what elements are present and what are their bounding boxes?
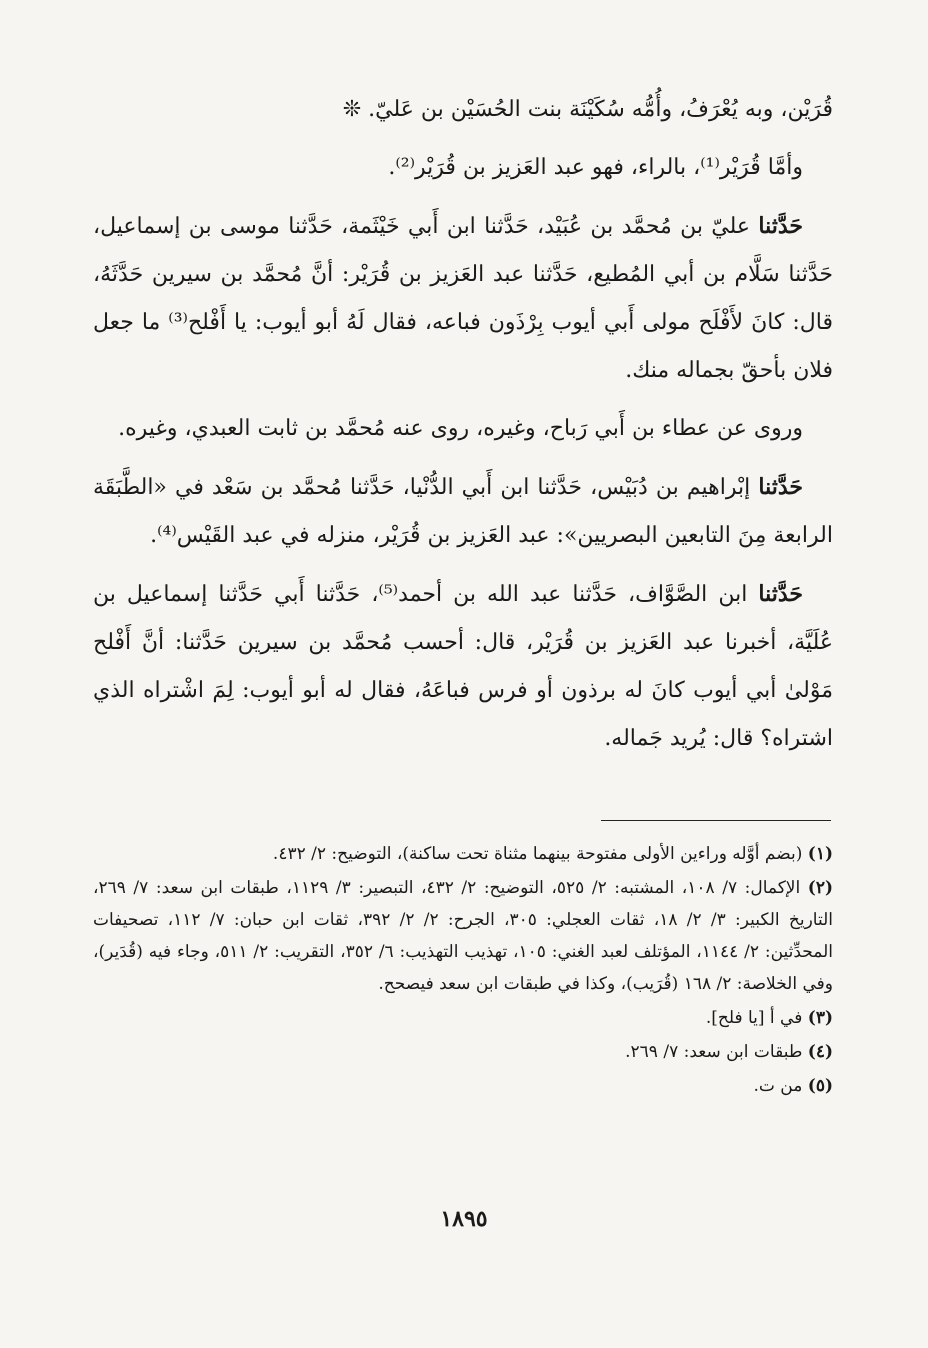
footnote-number: (٥)	[807, 1076, 833, 1096]
footnote-3	[93, 1002, 833, 1034]
paragraph-6-lead: حَدَّثنا	[758, 581, 804, 607]
page-number: ١٨٩٥	[440, 1206, 488, 1232]
paragraph-3-lead: حَدَّثنا	[758, 213, 803, 239]
paragraph-5-text: إبْراهيم بن دُبَيْس، حَدَّثنا ابن أَبي الدُّنْيا، حَدَّثنا مُحمَّد بن سَعْد في «الطَّبَقَة الرابعة مِنَ التابعين البصريين»: عبد العَزيز بن قُرَيْر، منزله في عبد القَيْس⁽⁴⁾.	[93, 475, 833, 548]
footnote-text: في أ [يا فلح].	[705, 1008, 803, 1028]
footnote-text: من ت.	[753, 1076, 803, 1096]
paragraph-5	[93, 463, 833, 560]
main-text	[93, 86, 833, 773]
paragraph-6-text: ابن الصَّوَّاف، حَدَّثنا عبد الله بن أحمد⁽⁵⁾، حَدَّثنا أَبي حَدَّثنا إسماعيل بن عُلَيَّة، أخبرنا عبد العَزيز بن قُرَيْر، قال: أحسب مُحمَّد بن سيرين حَدَّثنا: أنَّ أَفْلح مَوْلىٰ أبي أيوب كانَ له برذون أو فرس فباعَهُ، فقال له أبو أيوب: لِمَ اشْتراه الذي اشتراه؟ قال: يُريد جَماله.	[93, 582, 833, 751]
footnote-1	[93, 838, 833, 870]
footnote-text: طبقات ابن سعد: ٧/ ٢٦٩.	[625, 1042, 803, 1062]
footnote-5	[93, 1070, 833, 1102]
paragraph-6	[93, 570, 833, 763]
paragraph-1: قُرَيْن، وبه يُعْرَفُ، وأُمُّه سُكَيْنَة بنت الحُسَيْن بن عَليّ. ❊	[342, 97, 833, 122]
footnote-text: الإكمال: ٧/ ١٠٨، المشتبه: ٢/ ٥٢٥، التوضيح: ٢/ ٤٣٢، التبصير: ٣/ ١١٢٩، طبقات ابن سعد: ٧/ ٢٦٩، التاريخ الكبير: ٣/ ٢/ ١٨، ثقات العجلي: ٣٠٥، الجرح: ٢/ ٢/ ٣٩٢، ثقات ابن حبان: ٧/ ١١٢، تصحيفات المحدِّثين: ٢/ ١١٤٤، المؤتلف لعبد الغني: ١٠٥، تهذيب التهذيب: ٦/ ٣٥٢، التقريب: ٢/ ٥١١، وجاء فيه (قُدَير)، وفي الخلاصة: ٢/ ١٦٨ (قُرَيب)، وكذا في طبقات ابن سعد فيصحح.	[93, 878, 834, 994]
footnote-2	[93, 872, 833, 1000]
footnote-text: (بضم أوَّله وراءين الأولى مفتوحة بينهما مثناة تحت ساكنة)، التوضيح: ٢/ ٤٣٢.	[272, 844, 803, 864]
footnote-number: (٤)	[807, 1042, 833, 1062]
footnote-number: (٣)	[807, 1008, 833, 1028]
paragraph-5-lead: حَدَّثنا	[758, 474, 804, 500]
paragraph-4: وروى عن عطاء بن أَبي رَباح، وغيره، روى عنه مُحمَّد بن ثابت العبدي، وغيره.	[118, 416, 803, 441]
footnotes	[93, 838, 833, 1104]
footnote-number: (١)	[807, 844, 833, 864]
footnote-divider	[601, 820, 831, 821]
paragraph-2: وأمَّا قُرَيْر⁽¹⁾، بالراء، فهو عبد العَزيز بن قُرَيْر⁽²⁾.	[388, 155, 803, 180]
paragraph-3-text: عليّ بن مُحمَّد بن عُبَيْد، حَدَّثنا ابن أَبي خَيْثَمة، حَدَّثنا موسى بن إسماعيل، حَدَّثنا سَلَّام بن أبي المُطيع، حَدَّثنا عبد العَزيز بن قُرَيْر: أنَّ مُحمَّد بن سيرين حَدَّثَهُ، قال: كانَ لأَفْلَح مولى أَبي أيوب بِرْذَون فباعه، فقال لَهُ أبو أيوب: يا أَفْلح⁽³⁾ ما جعل فلان بأحقّ بجماله منك.	[93, 214, 833, 383]
footnote-4	[93, 1036, 833, 1068]
paragraph-3	[93, 202, 833, 395]
footnote-number: (٢)	[807, 878, 833, 898]
